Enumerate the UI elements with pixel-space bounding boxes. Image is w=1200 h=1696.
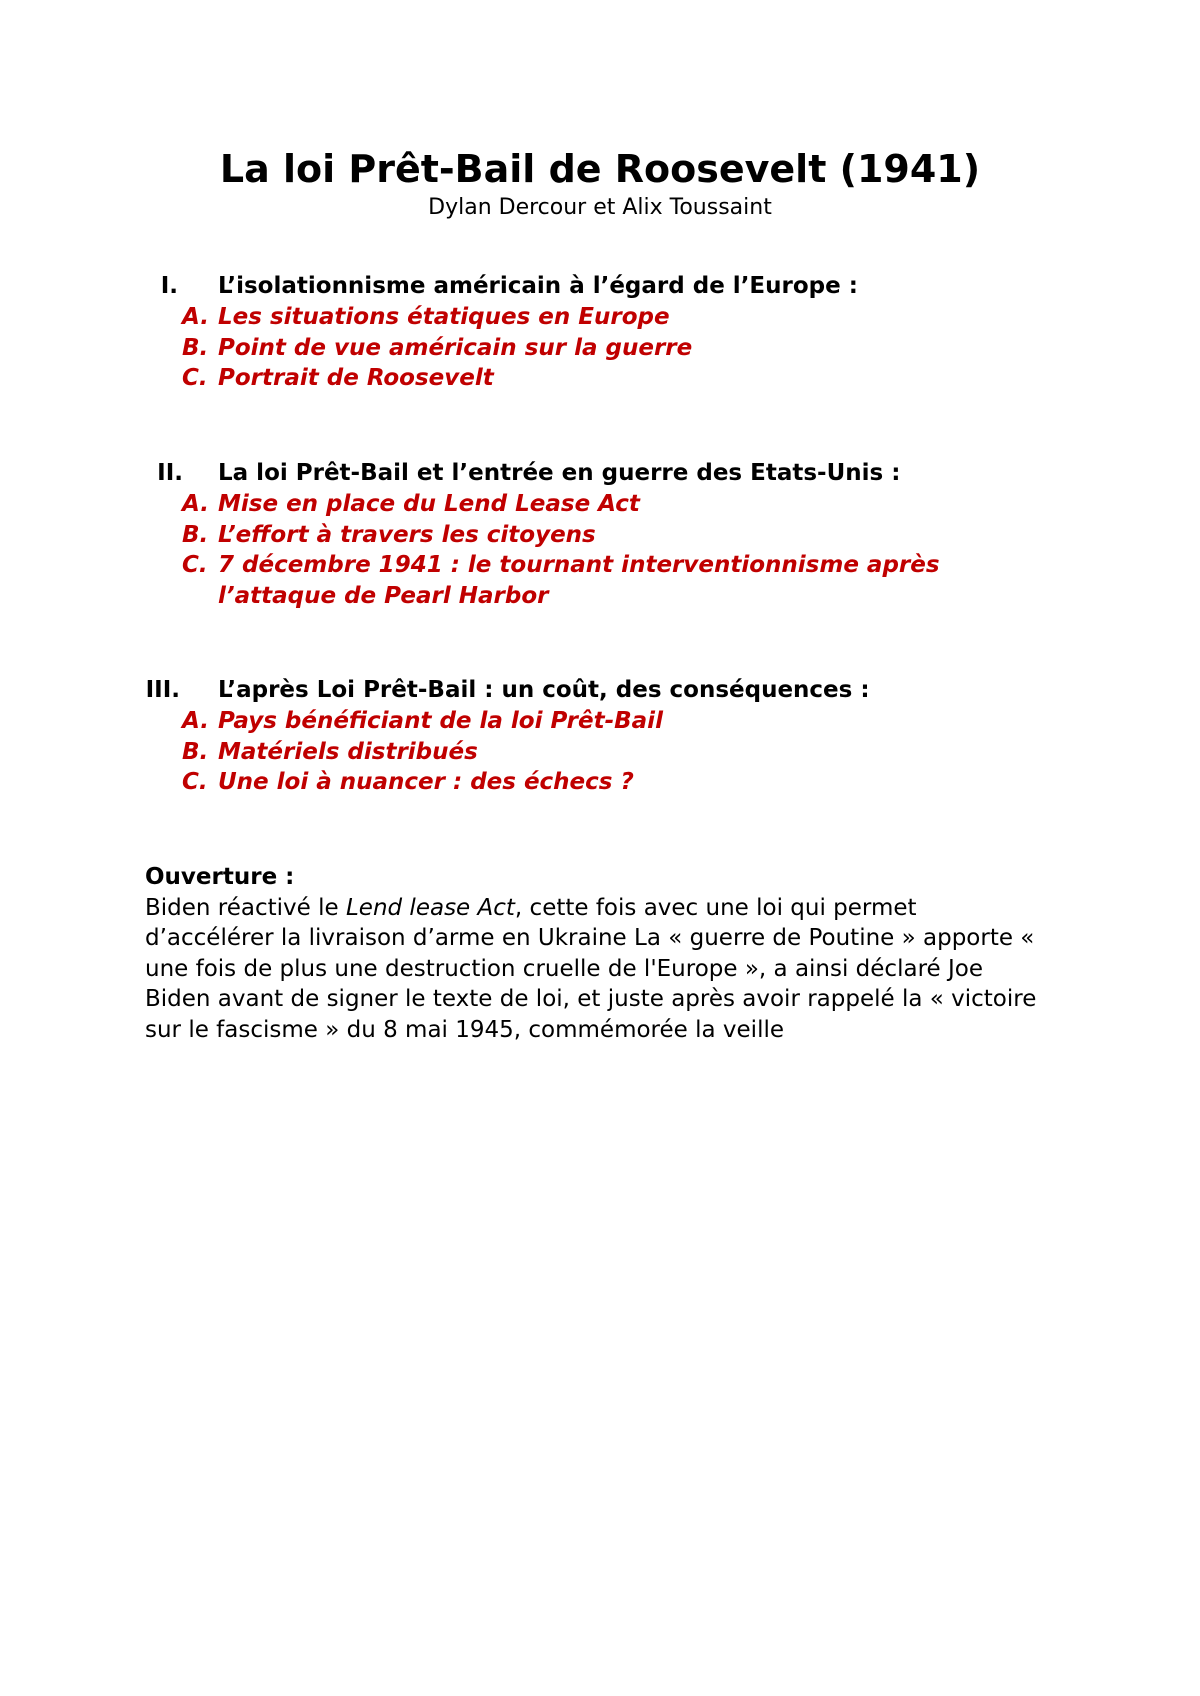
document-title: La loi Prêt-Bail de Roosevelt (1941) — [219, 147, 981, 191]
section-title: La loi Prêt-Bail et l’entrée en guerre des Etats-Unis : — [218, 460, 901, 486]
ouverture-section — [145, 862, 1045, 1045]
item-letter: B. — [182, 334, 209, 361]
item-text: Une loi à nuancer : des échecs ? — [218, 769, 634, 795]
ouverture-paragraph — [145, 893, 1045, 1046]
ouverture-rest: , cette fois avec une loi qui permet d’accélérer la livraison d’arme en Ukraine La « guerre de Poutine » apporte « une fois de plus une destruction cruelle de l'Europe », a ainsi déclaré Joe Biden avant de signer le texte de loi, et juste après avoir rappelé la « victoire sur le fascisme » du 8 mai 1945, commémorée la veille — [145, 894, 1037, 1043]
item-text: Matériels distribués — [218, 738, 478, 765]
list-item — [0, 520, 998, 551]
item-letter: C. — [182, 769, 208, 795]
section-heading — [0, 271, 1200, 302]
list-item — [0, 302, 998, 333]
section-heading — [0, 675, 1200, 706]
section-1 — [0, 271, 1200, 394]
item-text: 7 décembre 1941 : le tournant interventionnisme après l’attaque de Pearl Harbor — [218, 552, 940, 609]
document-authors: Dylan Dercour et Alix Toussaint — [428, 195, 772, 220]
section-2 — [0, 458, 1200, 611]
item-letter: B. — [182, 521, 209, 548]
item-letter: B. — [182, 738, 209, 765]
item-letter: A. — [182, 491, 209, 517]
list-item — [0, 363, 998, 394]
item-text: L’effort à travers les citoyens — [218, 521, 596, 548]
item-letter: A. — [182, 708, 209, 734]
item-text: Portrait de Roosevelt — [218, 365, 494, 391]
section-3 — [0, 675, 1200, 798]
item-text: Les situations étatiques en Europe — [218, 304, 670, 330]
item-letter: C. — [182, 365, 208, 391]
item-text: Mise en place du Lend Lease Act — [218, 491, 640, 517]
list-item — [0, 706, 998, 737]
section-heading — [0, 458, 1200, 489]
list-item — [0, 489, 998, 520]
section-number: III. — [145, 677, 180, 703]
section-title: L’après Loi Prêt-Bail : un coût, des conséquences : — [218, 677, 870, 703]
list-item — [0, 550, 998, 611]
section-number: II. — [157, 460, 183, 486]
list-item — [0, 737, 998, 768]
ouverture-heading: Ouverture : — [145, 864, 295, 890]
item-text: Pays bénéficiant de la loi Prêt-Bail — [218, 708, 663, 734]
ouverture-intro: Biden réactivé le — [145, 894, 346, 921]
ouverture-act-name: Lend lease Act — [345, 894, 515, 921]
section-title: L’isolationnisme américain à l’égard de l’Europe : — [218, 273, 858, 299]
item-letter: A. — [182, 304, 209, 330]
section-number: I. — [160, 273, 178, 299]
item-text: Point de vue américain sur la guerre — [218, 334, 693, 361]
item-letter: C. — [182, 552, 208, 578]
list-item — [0, 333, 998, 364]
list-item — [0, 767, 998, 798]
